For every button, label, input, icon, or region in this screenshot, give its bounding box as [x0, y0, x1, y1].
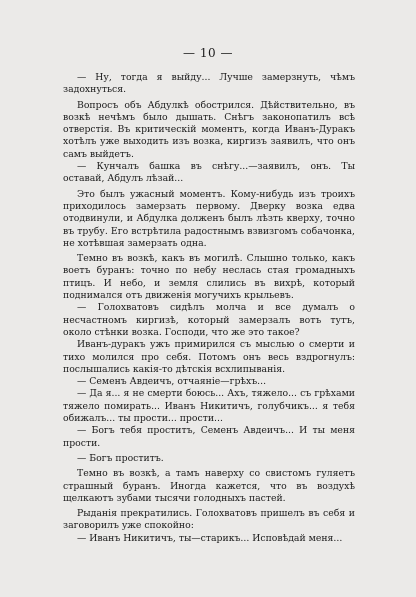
paragraph-5: Темно въ возкѣ, какъ въ могилѣ. Слышно только, какъ воетъ буранъ: точно по небу неслась стая громадныхъ птицъ. И небо, и земля слились въ вихрѣ, который поднимался отъ движенія могучихъ крыльевъ. [63, 253, 355, 302]
paragraph-3: — Кунчалъ башка въ снѣгу...—заявилъ, онъ. Ты оставай, Абдулъ лѣзай... [63, 161, 355, 185]
paragraph-6: — Голохватовъ сидѣлъ молча и все думалъ о несчастномъ киргизѣ, который замерзалъ вотъ тутъ, около стѣнки возка. Господи, что же это такое? [63, 302, 355, 338]
paragraph-11: — Богъ проститъ. [77, 452, 164, 464]
paragraph-1: — Ну, тогда я выйду... Лучше замерзнуть, чѣмъ задохнуться. [63, 72, 355, 96]
paragraph-9: — Да я... я не смерти боюсь... Ахъ, тяжело... съ грѣхами тяжело помирать... Иванъ Никитичъ, голубчикъ... я тебя обижалъ... ты прости... прости... [63, 388, 355, 425]
paragraph-14: — Иванъ Никитичъ, ты—старикъ... Исповѣдай меня... [77, 532, 343, 544]
paragraph-8: — Семенъ Авдеичъ, отчаяніе—грѣхъ... [77, 376, 267, 388]
page-text [63, 72, 355, 545]
paragraph-13: Рыданія прекратились. Голохватовъ пришелъ въ себя и заговорилъ уже спокойно: [63, 508, 355, 532]
paragraph-10: — Богъ тебя проститъ, Семенъ Авдеичъ... И ты меня прости. [63, 425, 355, 449]
paragraph-4: Это былъ ужасный моментъ. Кому-нибудь изъ троихъ приходилось замерзать первому. Дверку возка едва отодвинули, и Абдулка долженъ былъ лѣзть кверху, точно въ трубу. Его встрѣтила радостнымъ взвизгомъ собачонка, не хотѣвшая замерзать одна. [63, 188, 355, 249]
page-number: — 10 — [183, 46, 233, 60]
paragraph-2: Вопросъ объ Абдулкѣ обострился. Дѣйствительно, въ возкѣ нечѣмъ было дышать. Снѣгъ законопатилъ всѣ отверстія. Въ критическій моментъ, когда Иванъ-Дуракъ хотѣлъ уже выходить изъ возка, киргизъ заявилъ, что онъ самъ выйдетъ. [63, 99, 355, 160]
paragraph-12: Темно въ возкѣ, а тамъ наверху со свистомъ гуляетъ страшный буранъ. Иногда кажется, что въ воздухѣ щелкаютъ зубами тысячи голодныхъ пастей. [63, 468, 355, 504]
paragraph-7: Иванъ-дуракъ ужъ примирился съ мыслью о смерти и тихо молился про себя. Потомъ онъ весь вздрогнулъ: послышались какія-то дѣтскія всхлипыванія. [63, 339, 355, 375]
